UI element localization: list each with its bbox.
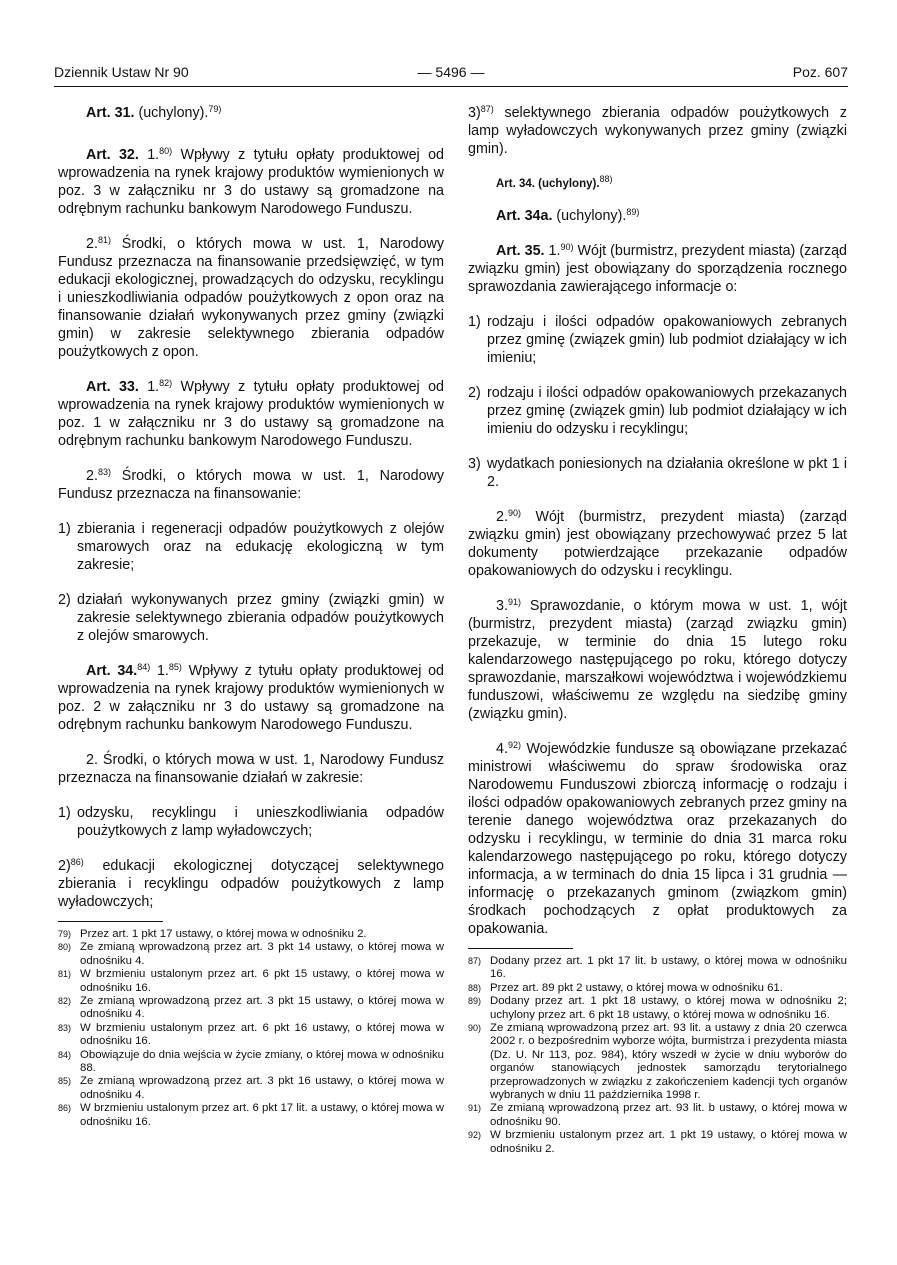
footnote: 85) Ze zmianą wprowadzoną przez art. 3 pkt 16 ustawy, o której mowa w odnośniku 4. [58,1075,444,1101]
list-item: 2) działań wykonywanych przez gminy (związki gmin) w zakresie selektywnego zbierania odpadów poużytkowych z olejów smarowych. [58,592,444,644]
footnote: 80) Ze zmianą wprowadzoną przez art. 3 pkt 14 ustawy, o której mowa w odnośniku 4. [58,941,444,967]
right-column [468,104,847,1156]
footnote: 83) W brzmieniu ustalonym przez art. 6 pkt 16 ustawy, o której mowa w odnośniku 16. [58,1021,444,1048]
position-number: Poz. 607 [792,64,848,80]
article-35-par-3: 3.$^{91)}$ Sprawozdanie, o którym mowa w ust. 1, wójt (burmistrz, prezydent miasta) (zarząd związku gmin) przekazuje, w terminie do dnia 15 lutego roku kalendarzowego następującego po roku, którego dotyczy sprawozdanie, marszałkowi województwa i wojewódzkiemu funduszowi, właściwemu ze względu na siedzibę gminy (związku gmin). [468,597,847,722]
article-35-par-4: 4.$^{92)}$ Wojewódzkie fundusze są obowiązane przekazać ministrowi właściwemu do spraw środowiska oraz Narodowemu Funduszowi zbiorczą informację o rodzaju i ilości odpadów opakowaniowych zebranych przez gminy na terenie danego województwa oraz przekazanych do odzysku i recyklingu, w terminie do dnia 31 marca roku kalendarzowego następującego po roku, którego dotyczy informacja, a w terminach do dnia 15 lipca i 31 grudnia — informację o przekazanych gminom (związkom gmin) środkach pochodzących z opłat produktowych za opakowania. [468,740,847,937]
page-number: — 5496 — [417,64,485,80]
article-33-par-2: 2.$^{83)}$ Środki, o których mowa w ust. 1, Narodowy Fundusz przeznacza na finansowanie: [58,467,444,502]
article-35-par-1: Art. 35. 1.$^{90)}$ Wójt (burmistrz, prezydent miasta) (zarząd związku gmin) jest obowiązany do sporządzenia rocznego sprawozdania zawierającego informacje o: [468,242,848,295]
article-34-par-1: Art. 34.$^{84)}$ 1.$^{85)}$ Wpływy z tytułu opłaty produktowej od wprowadzenia na rynek krajowy produktów wymienionych w poz. 2 w załączniku nr 3 do ustawy są gromadzone na odrębnym rachunku bankowym Narodowego Funduszu. [58,662,444,733]
footnote: 84) Obowiązuje do dnia wejścia w życie zmiany, o której mowa w odnośniku 88. [58,1048,444,1075]
footnote: 89) Dodany przez art. 1 pkt 18 ustawy, o której mowa w odnośniku 2; uchylony przez art. 6 pkt 18 ustawy, o której mowa w odnośniku 16. [468,995,847,1021]
article-32-par-2: 2.$^{81)}$ Środki, o których mowa w ust. 1, Narodowy Fundusz przeznacza na finansowanie przedsięwzięć, w tym edukacji ekologicznej, prowadzących do odzysku, recyklingu i unieszkodliwiania odpadów poużytkowych z opon oraz na finansowanie działań wykonywanych przez gminy (związki gmin) w zakresie selektywnego zbierania odpadów poużytkowych z opon. [58,235,444,360]
footnote: 87) Dodany przez art. 1 pkt 17 lit. b ustawy, o której mowa w odnośniku 16. [468,955,847,981]
list-item: 1) odzysku, recyklingu i unieszkodliwiania odpadów poużytkowych z lamp wyładowczych; [58,805,444,839]
footnote-rule [468,948,573,949]
footnote: 82) Ze zmianą wprowadzoną przez art. 3 pkt 15 ustawy, o której mowa w odnośniku 4. [58,995,444,1021]
footnote-rule [58,921,163,922]
list-item: 1) rodzaju i ilości odpadów opakowaniowych zebranych przez gminę (związek gmin) lub podmiot działający w ich imieniu; [468,314,847,366]
article-34-repealed: Art. 34. (uchylony).$^{88)}$ [496,174,613,190]
footnote: 92) W brzmieniu ustalonym przez art. 1 pkt 19 ustawy, o której mowa w odnośniku 2. [468,1129,847,1155]
list-item: 3)$^{87)}$ selektywnego zbierania odpadów poużytkowych z lamp wyładowczych wykonywanych przez gminy (związki gmin). [468,104,847,157]
list-item: 2) rodzaju i ilości odpadów opakowaniowych przekazanych przez gminę (związek gmin) lub podmiot działający w ich imieniu do odzysku i recyklingu; [468,385,847,437]
footnote: 88) Przez art. 89 pkt 2 ustawy, o której mowa w odnośniku 61. [468,981,783,994]
left-column [58,104,444,1129]
list-item: 2)$^{86)}$ edukacji ekologicznej dotyczącej selektywnego zbierania i recyklingu odpadów poużytkowych z lamp wyładowczych; [58,857,444,910]
journal-title: Dziennik Ustaw Nr 90 [54,64,189,80]
footnote: 79) Przez art. 1 pkt 17 ustawy, o której mowa w odnośniku 2. [58,928,367,940]
article-31: Art. 31. (uchylony).$^{79)}$ [86,104,222,121]
footnote: 91) Ze zmianą wprowadzoną przez art. 93 lit. b ustawy, o której mowa w odnośniku 90. [468,1102,847,1128]
article-34-par-2: 2. Środki, o których mowa w ust. 1, Narodowy Fundusz przeznacza na finansowanie działań w zakresie: [58,752,444,786]
footnote: 86) W brzmieniu ustalonym przez art. 6 pkt 17 lit. a ustawy, o której mowa w odnośniku 16. [58,1102,444,1128]
article-32-par-1: Art. 32. 1.$^{80)}$ Wpływy z tytułu opłaty produktowej od wprowadzenia na rynek krajowy produktów wymienionych w poz. 3 w załączniku nr 3 do ustawy są gromadzone na odrębnym rachunku bankowym Narodowego Funduszu. [58,146,444,217]
footnote: 81) W brzmieniu ustalonym przez art. 6 pkt 15 ustawy, o której mowa w odnośniku 16. [58,968,444,994]
header-rule [54,86,848,87]
page-header [54,64,848,86]
article-33-par-1: Art. 33. 1.$^{82)}$ Wpływy z tytułu opłaty produktowej od wprowadzenia na rynek krajowy produktów wymienionych w poz. 1 w załączniku nr 3 do ustawy są gromadzone na odrębnym rachunku bankowym Narodowego Funduszu. [58,378,444,449]
article-34a: Art. 34a. (uchylony).$^{89)}$ [496,207,640,224]
article-35-par-2: 2.$^{90)}$ Wójt (burmistrz, prezydent miasta) (zarząd związku gmin) jest obowiązany przechowywać przez 5 lat dokumenty potwierdzające przekazanie odpadów opakowaniowych do odzysku i recyklingu. [468,508,847,579]
list-item: 3) wydatkach poniesionych na działania określone w pkt 1 i 2. [468,456,847,490]
list-item: 1) zbierania i regeneracji odpadów poużytkowych z olejów smarowych oraz na edukację ekologiczną w tym zakresie; [58,521,444,573]
footnote: 90) Ze zmianą wprowadzoną przez art. 93 lit. a ustawy z dnia 20 czerwca 2002 r. o bezpośrednim wyborze wójta, burmistrza i prezydenta miasta (Dz. U. Nr 113, poz. 984), który wszedł w życie w dniu wyborów do organów stanowiących jednostek samorządu terytorialnego przeprowadzonych w związku z zakończeniem kadencji tych organów wybranych w dniu 11 października 1998 r. [468,1022,847,1102]
